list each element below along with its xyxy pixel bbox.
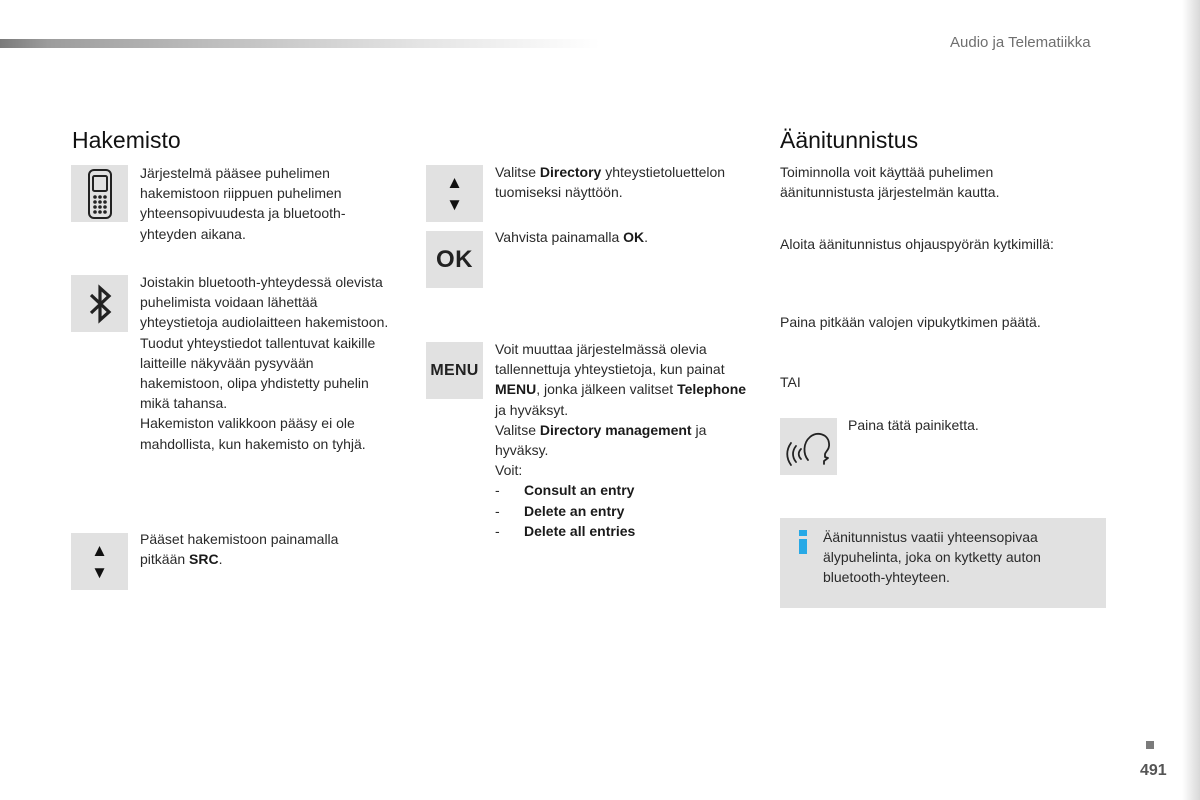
menu-bold-2: Telephone [677,381,747,398]
directory-text-part: Valitse [495,164,540,180]
voit-label: Voit: [495,462,523,479]
phone-icon-box [71,165,128,222]
phone-directory-text [140,163,380,244]
header-gradient-bar [0,39,600,48]
manage-bold: Directory management [539,421,692,438]
bluetooth-text [140,272,398,454]
page-number: 491 [1140,762,1167,779]
option-delete: Delete an entry [524,502,625,519]
info-icon-stem [799,539,807,554]
arrow-up-icon: ▲ [446,173,463,192]
page-edge-shadow [1182,0,1200,800]
ok-icon-box [426,231,483,288]
ok-icon: OK [436,245,473,273]
section-title: Audio ja Telematiikka [950,34,1091,51]
list-item [495,501,757,521]
info-icon-dot [799,530,807,536]
info-note-text [823,527,1088,588]
voice-or [780,372,880,392]
src-text-end: . [218,551,223,568]
list-item [495,521,757,541]
directory-text-end: yhteystietoluettelon tuomiseksi näyttöön. [495,164,726,201]
ok-text-end: . [644,229,649,245]
directory-text [495,162,757,202]
arrow-down-icon: ▼ [91,563,108,582]
phone-icon [87,169,113,219]
manage-text-2: ja hyväksy. [495,421,707,459]
ok-text-part: Vahvista painamalla [495,229,624,245]
bt-text-2: Tuodut yhteystiedot tallentuvat kaikille laitteille näkyvään pysyvään hakemistoon, olipa yhdistetty puhelin mikä tahansa. [140,334,376,412]
arrows-icon [446,174,463,213]
menu-paragraph [495,339,757,420]
menu-text-1: Voit muuttaa järjestelmässä olevia tallennettuja yhteystietoja, kun painat [495,341,725,378]
list-dash: - [495,522,500,539]
directory-bold: Directory [539,164,602,180]
ok-bold: OK [623,229,645,245]
or-text: TAI [780,374,801,390]
heading-aanitunnistus: Äänitunnistus [780,127,919,153]
voice-intro [780,162,1050,202]
voice-long-press [780,312,1100,332]
menu-text-3: ja hyväksyt. [495,401,569,418]
info-icon [797,530,810,558]
heading-hakemisto: Hakemisto [72,127,181,153]
press-button-text: Paina tätä painiketta. [848,417,979,433]
menu-icon-box [426,342,483,399]
long-press-text: Paina pitkään valojen vipukytkimen päätä. [780,314,1041,330]
manage-text-1: Valitse [495,421,540,438]
voice-start [780,234,1100,254]
list-dash: - [495,482,500,499]
arrows-icon-box-left [71,533,128,590]
start-text: Aloita äänitunnistus ohjauspyörän kytkimillä: [780,236,1054,252]
voice-button-text [848,415,1068,435]
bt-text-1: Joistakin bluetooth-yhteydessä olevista puhelimista voidaan lähettää yhteystietoja audiolaitteen hakemistoon. [140,274,389,331]
voice-icon-box [780,418,837,475]
menu-text-2: , jonka jälkeen valitset [536,381,678,398]
src-text [140,529,380,569]
menu-bold-1: MENU [495,381,537,398]
list-item [495,480,757,500]
src-text-part: Pääset hakemistoon painamalla pitkään [140,531,339,568]
arrows-icon [91,542,108,581]
bt-text-3: Hakemiston valikkoon pääsy ei ole mahdollista, kun hakemisto on tyhjä. [140,415,366,452]
end-marker [1146,741,1154,749]
manage-paragraph [495,420,757,460]
note-text: Äänitunnistus vaatii yhteensopivaa älypuhelinta, joka on kytketty auton bluetooth-yhteyteen. [823,529,1041,586]
phone-text: Järjestelmä pääsee puhelimen hakemistoon riippuen puhelimen yhteensopivuudesta ja bluetooth-yhteyden aikana. [140,165,346,242]
menu-text [495,339,757,541]
arrow-up-icon: ▲ [91,541,108,560]
intro-text: Toiminnolla voit käyttää puhelimen äänitunnistusta järjestelmän kautta. [780,164,1000,201]
arrows-icon-box-middle [426,165,483,222]
ok-text [495,227,757,247]
menu-icon: MENU [430,361,479,379]
arrow-down-icon: ▼ [446,195,463,214]
option-consult: Consult an entry [524,482,635,499]
bluetooth-icon [86,284,114,324]
bluetooth-icon-box [71,275,128,332]
list-dash: - [495,502,500,519]
voice-icon [786,427,832,467]
option-delete-all: Delete all entries [524,522,636,539]
src-bold: SRC [189,551,219,568]
